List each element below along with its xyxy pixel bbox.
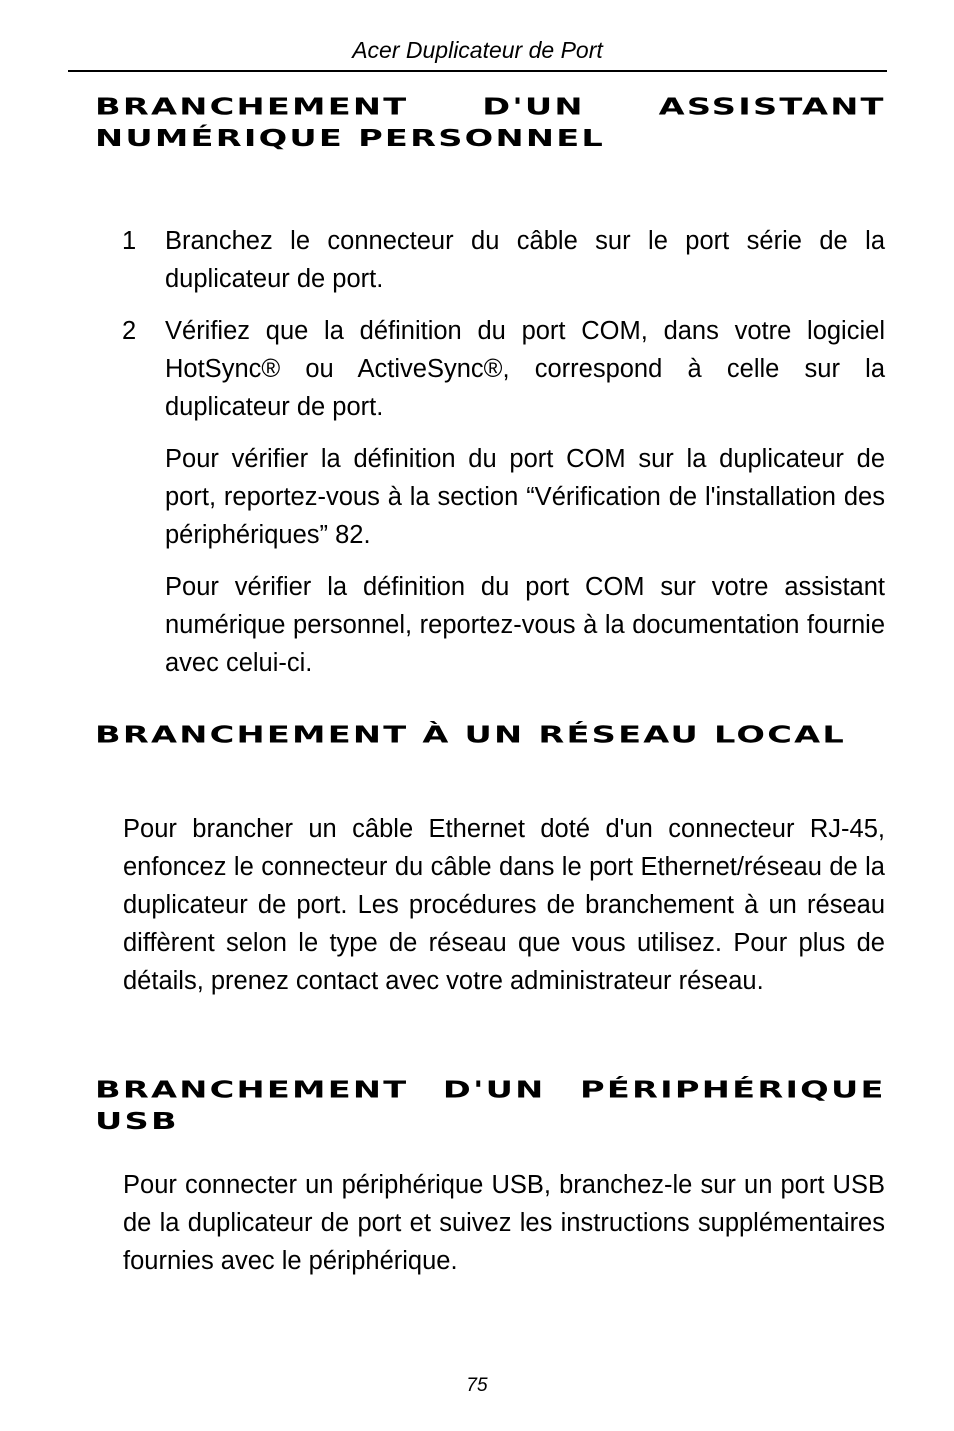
- step-number: 1: [122, 227, 137, 255]
- lan-paragraph: Pour brancher un câble Ethernet doté d'un connecteur RJ-45, enfoncez le connecteur du câble dans le port Ethernet/réseau de la duplicateur de port. Les procédures de branchement à un réseau diffèrent selon le type de réseau que vous utilisez. Pour plus de détails, prenez contact avec votre administrateur réseau.: [123, 815, 885, 995]
- note-com-duplicator: Pour vérifier la définition du port COM sur la duplicateur de port, reportez-vous à la section “Vérification de l'installation des périphériques” 82.: [165, 445, 885, 549]
- section-heading-usb-text: BRANCHEMENT D'UN PÉRIPHÉRIQUE USB: [95, 1076, 886, 1136]
- step-text: Branchez le connecteur du câble sur le port série de la duplicateur de port.: [165, 227, 885, 293]
- usb-paragraph: Pour connecter un périphérique USB, branchez-le sur un port USB de la duplicateur de port et suivez les instructions supplémentaires fournies avec le périphérique.: [123, 1171, 885, 1275]
- section-heading-pda: [95, 92, 954, 154]
- step-text: Vérifiez que la définition du port COM, dans votre logiciel HotSync® ou ActiveSync®, correspond à celle sur la duplicateur de port.: [165, 317, 885, 421]
- step-number: 2: [122, 317, 137, 345]
- page-number: 75: [466, 1375, 488, 1396]
- section-heading-usb: [95, 1075, 954, 1137]
- note-com-pda: Pour vérifier la définition du port COM sur votre assistant numérique personnel, reportez-vous à la documentation fournie avec celui-ci.: [165, 573, 885, 677]
- header-rule: [68, 70, 887, 72]
- section-heading-lan: [95, 720, 954, 751]
- running-header: Acer Duplicateur de Port: [352, 37, 603, 63]
- section-heading-lan-text: BRANCHEMENT À UN RÉSEAU LOCAL: [95, 721, 847, 749]
- section-heading-pda-text: BRANCHEMENT D'UN ASSISTANT NUMÉRIQUE PERSONNEL: [95, 93, 886, 153]
